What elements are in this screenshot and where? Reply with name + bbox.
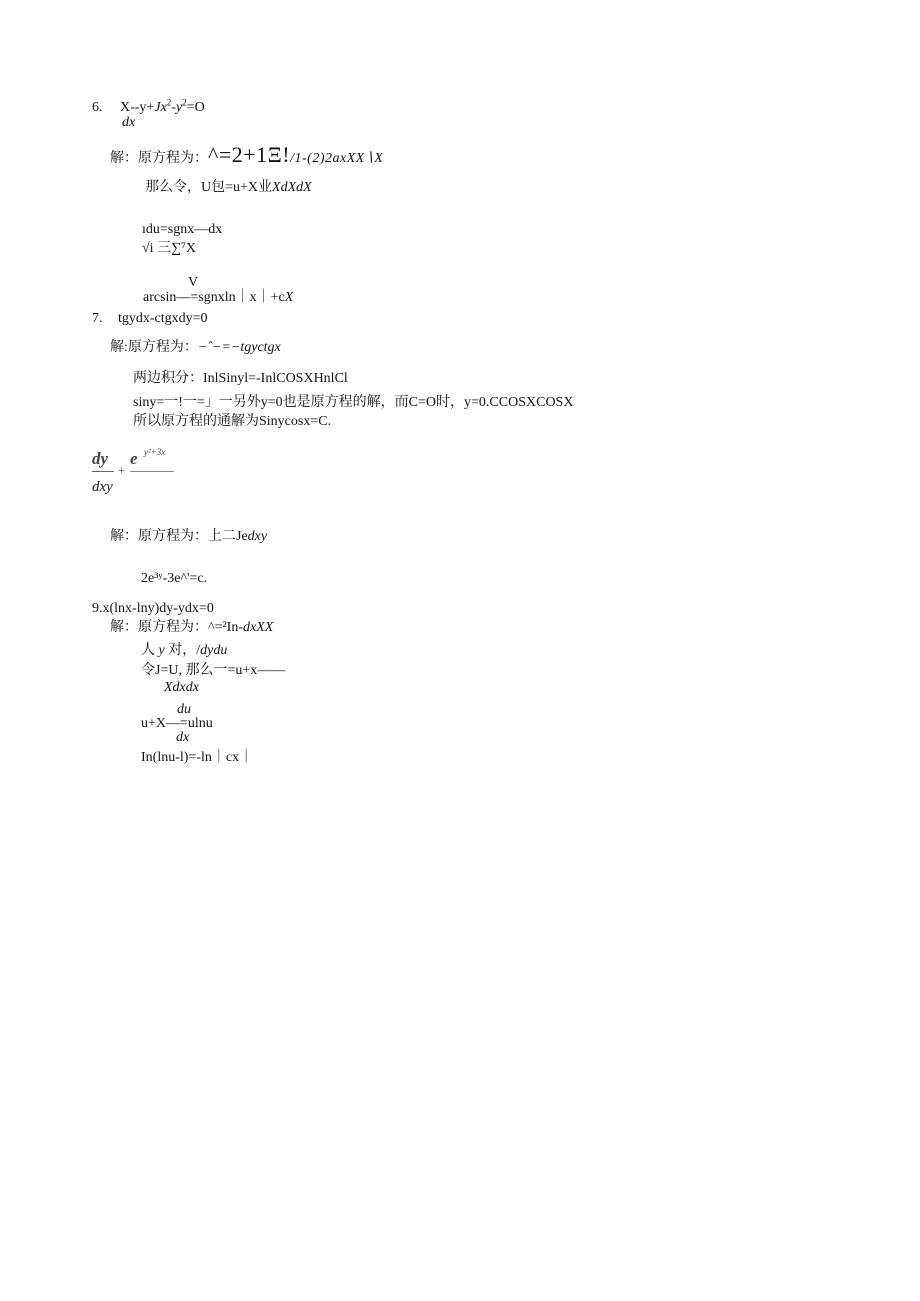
fraction-numerator: dy xyxy=(92,449,109,468)
problem-8-solution xyxy=(110,530,267,544)
arcsin-italic: X xyxy=(284,290,294,305)
problem-6-solution xyxy=(110,144,383,166)
problem-7-solution xyxy=(110,341,281,355)
exponent: y²+3x xyxy=(144,447,166,457)
let-italic: dydu xyxy=(200,643,228,658)
arcsin-text: arcsin—=sgnxln｜x｜+c xyxy=(143,290,285,305)
let-y: y xyxy=(158,643,165,658)
problem-6-v: V xyxy=(188,275,199,290)
solution-prefix: 解：原方程为： xyxy=(110,151,208,166)
problem-6-number: 6. xyxy=(92,100,103,115)
solution-big-term: ^=2+1Ξ! xyxy=(208,142,291,167)
problem-7-general-solution: 所以原方程的通解为Sinycosx=C. xyxy=(133,414,332,429)
solution-prefix: 解：原方程为：^=²In- xyxy=(110,620,243,635)
problem-9-solution xyxy=(110,621,273,635)
problem-6-dx: dx xyxy=(122,115,136,130)
fraction-bar-2 xyxy=(130,471,174,472)
exponential-base: e xyxy=(130,449,138,468)
problem-7-number: 7. xyxy=(92,311,103,326)
problem-6-arcsin xyxy=(143,291,293,305)
solution-italic: dxXX xyxy=(243,620,274,635)
problem-6-equation: $X--y+Jx^2-y^2=O$ xyxy=(120,97,205,115)
problem-9-result: In(lnu-l)=-ln｜cx｜ xyxy=(141,750,254,765)
problem-6-substitution xyxy=(145,181,312,195)
problem-8-equation xyxy=(92,449,182,497)
solution-small-term: /1-(2)2axXX∖X xyxy=(290,151,384,166)
substitution-italic: XdXdX xyxy=(272,180,312,195)
problem-7-equation: tgydx-ctgxdy=0 xyxy=(118,311,208,326)
problem-9-dx: dx xyxy=(176,730,190,745)
solution-rest: −ˆ−=−tgyctgx xyxy=(197,340,281,355)
problem-9-let xyxy=(141,644,227,658)
solution-italic: dxy xyxy=(247,529,268,544)
problem-7-siny: siny=一!一=」一另外y=0也是原方程的解，而C=O时，y=0.CCOSXCOSX xyxy=(133,395,574,410)
substitution-text: 那么令，U包=u+X业 xyxy=(145,180,273,195)
plus-sign: + xyxy=(118,463,125,477)
problem-9-du: du xyxy=(177,702,191,717)
solution-prefix: 解：原方程为：上二Je xyxy=(110,529,248,544)
let-prefix: 人 xyxy=(141,643,155,658)
let-mid: 对，/ xyxy=(168,643,201,658)
problem-9-equation: 9.x(lnx-lny)dy-ydx=0 xyxy=(92,601,214,616)
problem-9-xdxdx: Xdxdx xyxy=(164,680,199,695)
solution-prefix: 解:原方程为： xyxy=(110,340,198,355)
fraction-bar xyxy=(92,471,114,472)
problem-6-sqrt: √i 三∑⁷X xyxy=(142,241,197,256)
fraction-denominator: dxy xyxy=(92,479,113,495)
problem-9-substitution: 令J=U, 那么一=u+x—— xyxy=(141,663,286,678)
problem-9-ulnu: u+X—=ulnu xyxy=(141,716,213,731)
problem-8-result: 2e³ʸ-3e^'=c. xyxy=(141,571,208,586)
problem-6-du: ıdu=sgnx—dx xyxy=(142,222,223,237)
problem-7-integration: 两边积分：InlSinyl=-InlCOSXHnlCl xyxy=(133,371,348,386)
